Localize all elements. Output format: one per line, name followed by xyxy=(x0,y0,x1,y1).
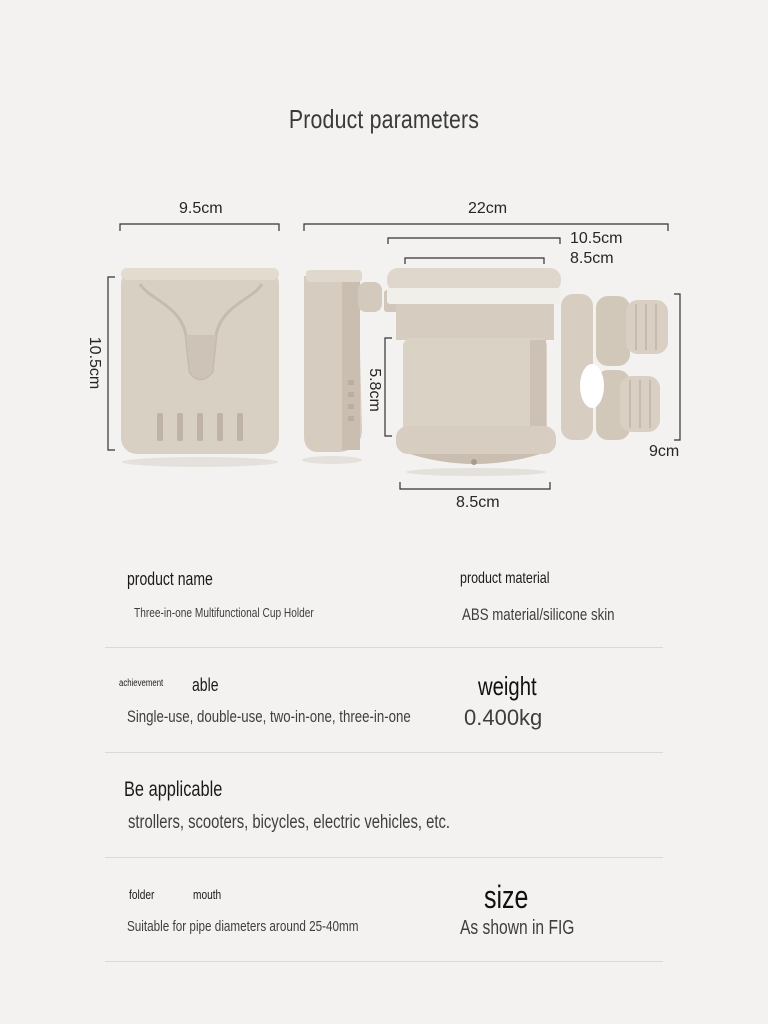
divider xyxy=(105,961,663,962)
dim-label-cup-top-inner: 8.5cm xyxy=(570,250,614,267)
dim-label-cup-height: 5.8cm xyxy=(365,368,383,412)
able-label: able xyxy=(192,675,219,695)
product-name-value: Three-in-one Multifunctional Cup Holder xyxy=(134,605,314,620)
holder-side-view xyxy=(302,270,382,464)
mouth-label: mouth xyxy=(193,887,222,902)
dim-label-total-width: 22cm xyxy=(468,200,508,217)
applicable-value: strollers, scooters, bicycles, electric vehicles, etc. xyxy=(128,812,451,833)
dim-line-left-height xyxy=(108,277,115,450)
dim-label-clamp-height: 9cm xyxy=(649,443,680,460)
material-value: ABS material/silicone skin xyxy=(462,605,615,624)
clamp xyxy=(561,294,668,440)
divider xyxy=(105,857,663,858)
applicable-label: Be applicable xyxy=(124,778,223,801)
divider xyxy=(105,752,663,753)
dim-line-cup-top-outer xyxy=(388,238,560,244)
material-label: product material xyxy=(460,570,550,587)
achievement-label: achievement xyxy=(119,678,164,689)
size-label: size xyxy=(484,879,529,915)
product-name-label: product name xyxy=(127,569,213,589)
achievement-value: Single-use, double-use, two-in-one, three-in-one xyxy=(127,707,411,726)
dim-line-cup-top-inner xyxy=(405,258,544,264)
dim-label-cup-top-outer: 10.5cm xyxy=(570,230,623,247)
folder-label: folder xyxy=(129,887,155,902)
dim-label-cup-bottom: 8.5cm xyxy=(456,494,500,511)
dim-label-left-height: 10.5cm xyxy=(86,336,104,390)
dim-line-left-width xyxy=(120,224,279,231)
folder-value: Suitable for pipe diameters around 25-40mm xyxy=(127,918,359,935)
dim-line-clamp-height xyxy=(674,294,680,440)
page-title: Product parameters xyxy=(288,104,480,134)
divider xyxy=(105,647,663,648)
weight-value: 0.400kg xyxy=(464,705,543,730)
holder-front-view xyxy=(121,268,279,467)
cup-holder xyxy=(384,268,561,476)
size-value: As shown in FIG xyxy=(460,917,575,939)
dim-line-cup-height xyxy=(385,338,392,436)
dim-line-cup-bottom xyxy=(400,482,550,489)
weight-label: weight xyxy=(478,671,537,701)
dim-label-left-width: 9.5cm xyxy=(179,200,223,217)
